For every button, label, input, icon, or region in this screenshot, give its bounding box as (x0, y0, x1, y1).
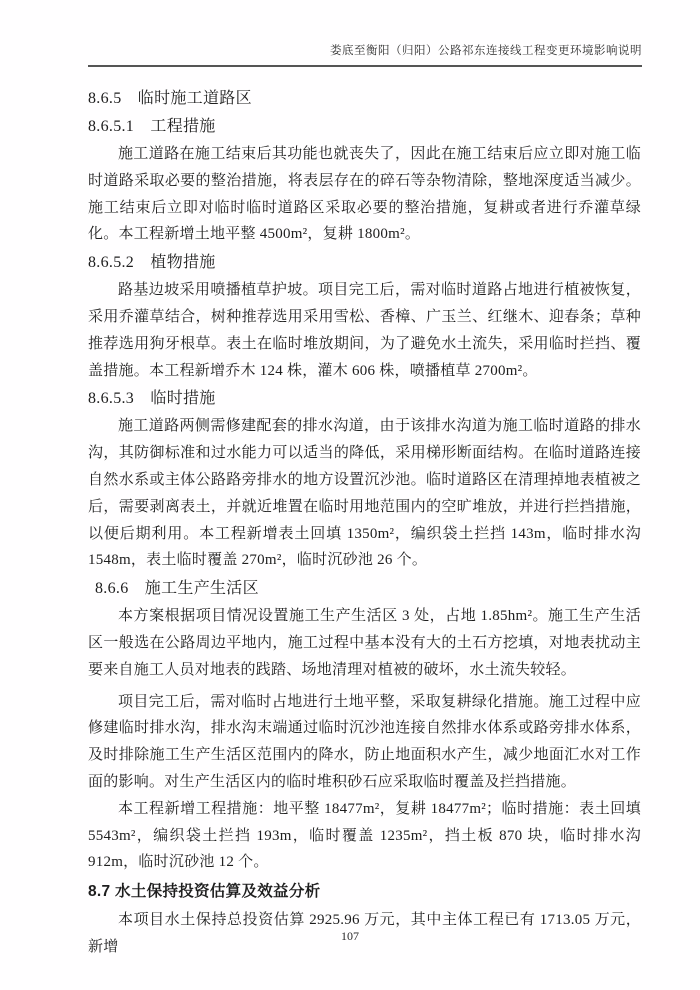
page-header (88, 42, 642, 67)
paragraph-living-area-overview: 本方案根据项目情况设置施工生产生活区 3 处，占地 1.85hm²。施工生产生活区一般选在公路周边平地内，施工过程中基本没有大的土石方挖填，对地表扰动主要来自施工人员对地表的践踏、场地清理对植被的破坏，水土流失较轻。 (88, 608, 641, 678)
paragraph-living-area-new-measures: 本工程新增工程措施：地平整 18477m²，复耕 18477m²；临时措施：表土回填 5543m²，编织袋土拦挡 193m，临时覆盖 1235m²，挡土板 870 块，临时排水沟 912m，临时沉砂池 12 个。 (88, 800, 641, 871)
section-heading-8-6-5-3: 8.6.5.3 临时措施 (88, 390, 216, 408)
paragraph-investment-estimate: 本项目水土保持总投资估算 2925.96 万元，其中主体工程已有 1713.05 万元，新增 (88, 912, 641, 955)
paragraph-living-area-completion: 项目完工后，需对临时占地进行土地平整，采取复耕绿化措施。施工过程中应修建临时排水沟，排水沟末端通过临时沉沙池连接自然排水体系或路旁排水体系，及时排除施工生产生活区范围内的降水，防止地面积水产生，减少地面汇水对工作面的影响。对生产生活区内的临时堆积砂石应采取临时覆盖及拦挡措施。 (88, 693, 641, 790)
section-heading-8-6-5-1: 8.6.5.1 工程措施 (88, 118, 216, 135)
header-title: 娄底至衡阳（归阳）公路祁东连接线工程变更环境影响说明 (330, 45, 642, 57)
section-heading-8-6-6: 8.6.6 施工生产生活区 (95, 580, 259, 598)
paragraph-plant-measures: 路基边坡采用喷播植草护坡。项目完工后，需对临时道路占地进行植被恢复，采用乔灌草结合，树种推荐选用采用雪松、香樟、广玉兰、红继木、迎春条；草种推荐选用狗牙根草。表土在临时堆放期间，为了避免水土流失，采用临时拦挡、覆盖措施。本工程新增乔木 124 株，灌木 606 株，喷播植草 2700m²。 (88, 282, 641, 379)
section-heading-8-6-5: 8.6.5 临时施工道路区 (88, 90, 252, 107)
page-number: 107 (341, 929, 359, 943)
paragraph-temporary-measures: 施工道路两侧需修建配套的排水沟道，由于该排水沟道为施工临时道路的排水沟，其防御标准和过水能力可以适当的降低，采用梯形断面结构。在临时道路连接自然水系或主体公路路旁排水的地方设置沉沙池。临时道路区在清理掉地表植被之后，需要剥离表土，并就近堆置在临时用地范围内的空旷堆放，并进行拦挡措施，以便后期利用。本工程新增表土回填 1350m²，编织袋土拦挡 143m，临时排水沟 1548m，表土临时覆盖 270m²，临时沉砂池 26 个。 (88, 418, 641, 569)
page-footer (0, 929, 700, 944)
document-body (88, 84, 641, 961)
section-heading-8-7: 8.7 水土保持投资估算及效益分析 (88, 883, 321, 901)
paragraph-engineering-measures: 施工道路在施工结束后其功能也就丧失了，因此在施工结束后应立即对施工临时道路采取必要的整治措施，将表层存在的碎石等杂物清除，整地深度适当减少。施工结束后立即对临时临时道路区采取必要的整治措施，复耕或者进行乔灌草绿化。本工程新增土地平整 4500m²，复耕 1800m²。 (88, 146, 641, 243)
section-heading-8-6-5-2: 8.6.5.2 植物措施 (88, 254, 216, 272)
